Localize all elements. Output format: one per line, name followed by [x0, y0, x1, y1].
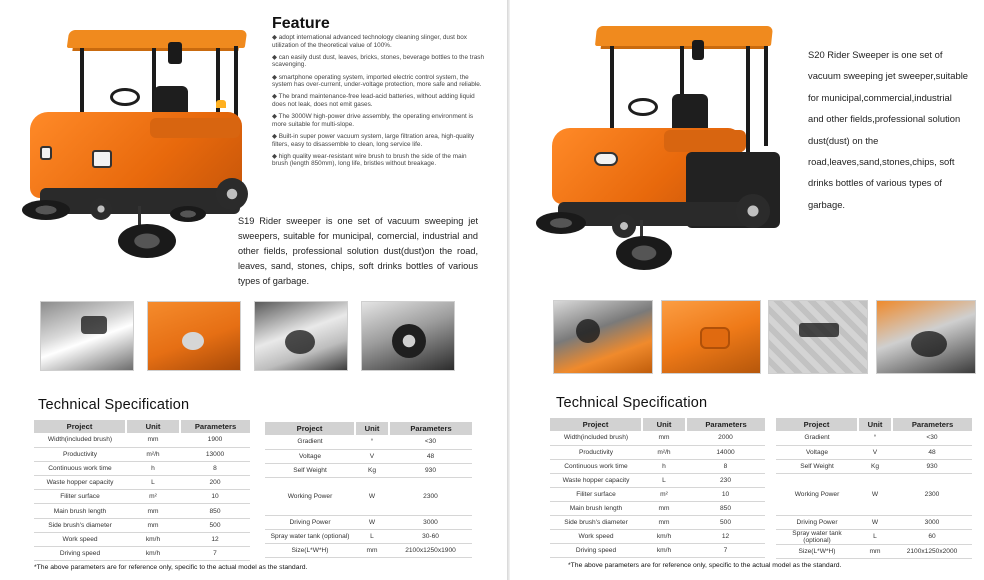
- cell-unit: h: [642, 459, 686, 473]
- cell-unit: °: [858, 431, 892, 445]
- spec-table-2: [265, 422, 472, 558]
- cell-unit: km/h: [642, 544, 686, 558]
- table-row: [776, 529, 972, 544]
- cell-unit: m²/h: [642, 445, 686, 459]
- feature-item: ◆ The 3000W high-power drive assembly, the operating environment is more suitable for multi-slope.: [272, 113, 474, 128]
- cell-parameter: 2300: [389, 477, 472, 515]
- cell-unit: mm: [126, 504, 180, 518]
- table-row: [34, 518, 250, 532]
- column-header: Unit: [642, 418, 686, 431]
- table-row: [265, 543, 472, 557]
- table-header-row: [776, 418, 972, 431]
- cell-parameter: 7: [686, 544, 765, 558]
- table-row: [776, 431, 972, 445]
- cell-project: Driving Power: [265, 515, 355, 529]
- cell-project: Waste hopper capacity: [34, 476, 126, 490]
- table-header-row: [550, 418, 765, 431]
- cell-project: Width(included brush): [550, 431, 642, 445]
- cell-project: Side brush's diameter: [550, 516, 642, 530]
- cell-parameter: 10: [180, 490, 250, 504]
- cell-unit: mm: [642, 431, 686, 445]
- cell-parameter: 8: [180, 461, 250, 475]
- cell-parameter: 500: [686, 516, 765, 530]
- column-header: Project: [265, 422, 355, 435]
- cell-unit: km/h: [126, 532, 180, 546]
- cell-unit: m²: [642, 487, 686, 501]
- table-row: [265, 435, 472, 449]
- s19-sweeper-image: [20, 28, 250, 263]
- detail-photo-hopper: [661, 300, 761, 374]
- cell-unit: W: [355, 477, 389, 515]
- table-row: [265, 515, 472, 529]
- cell-parameter: 2100x1250x1900: [389, 543, 472, 557]
- cell-parameter: 3000: [892, 515, 972, 529]
- spec-title: Technical Specification: [556, 395, 708, 411]
- cell-project: Driving speed: [34, 547, 126, 561]
- spec-title: Technical Specification: [38, 397, 190, 413]
- cell-parameter: 2100x1250x2000: [892, 544, 972, 558]
- cell-project: Waste hopper capacity: [550, 473, 642, 487]
- cell-unit: L: [126, 476, 180, 490]
- cell-parameter: 930: [389, 463, 472, 477]
- cell-project: Size(L*W*H): [776, 544, 858, 558]
- cell-project: Continuous work time: [550, 459, 642, 473]
- column-header: Project: [550, 418, 642, 431]
- cell-parameter: 48: [389, 449, 472, 463]
- feature-item: ◆ The brand maintenance-free lead-acid batteries, without adding liquid does not leak, does not emit gases.: [272, 93, 475, 108]
- detail-photo-brush-unit: [876, 300, 976, 374]
- cell-parameter: 1900: [180, 433, 250, 447]
- table-row: [550, 473, 765, 487]
- detail-photo-pedals: [768, 300, 868, 374]
- cell-unit: V: [858, 445, 892, 459]
- feature-item: ◆ high quality wear-resistant wire brush to brush the side of the main brush (length 850mm), long life, bristles without breakage.: [272, 152, 467, 168]
- column-header: Unit: [126, 420, 180, 433]
- cell-parameter: 13000: [180, 447, 250, 461]
- table-row: [550, 544, 765, 558]
- cell-parameter: 230: [686, 473, 765, 487]
- cell-unit: °: [355, 435, 389, 449]
- cell-unit: W: [858, 515, 892, 529]
- cell-project: Spray water tank (optional): [776, 529, 858, 544]
- table-row: [776, 544, 972, 558]
- cell-unit: m²: [126, 490, 180, 504]
- cell-parameter: 30-60: [389, 529, 472, 543]
- spec-table-2: [776, 418, 972, 559]
- table-row: [776, 473, 972, 515]
- cell-unit: mm: [126, 433, 180, 447]
- cell-project: Self Weight: [776, 459, 858, 473]
- column-header: Project: [776, 418, 858, 431]
- table-row: [34, 433, 250, 447]
- table-row: [550, 487, 765, 501]
- spec-table-1: [550, 418, 765, 558]
- cell-parameter: 7: [180, 547, 250, 561]
- table-row: [265, 463, 472, 477]
- table-row: [34, 447, 250, 461]
- cell-unit: km/h: [642, 530, 686, 544]
- cell-unit: km/h: [126, 547, 180, 561]
- cell-parameter: 12: [686, 530, 765, 544]
- table-row: [34, 490, 250, 504]
- cell-unit: V: [355, 449, 389, 463]
- table-row: [550, 431, 765, 445]
- table-row: [265, 449, 472, 463]
- cell-unit: mm: [642, 501, 686, 515]
- cell-parameter: <30: [389, 435, 472, 449]
- column-header: Parameters: [389, 422, 472, 435]
- cell-parameter: 10: [686, 487, 765, 501]
- cell-parameter: 2000: [686, 431, 765, 445]
- cell-project: Productivity: [550, 445, 642, 459]
- cell-project: Width(included brush): [34, 433, 126, 447]
- table-row: [550, 445, 765, 459]
- cell-parameter: 930: [892, 459, 972, 473]
- cell-parameter: 200: [180, 476, 250, 490]
- cell-parameter: 14000: [686, 445, 765, 459]
- column-header: Parameters: [892, 418, 972, 431]
- cell-unit: mm: [858, 544, 892, 558]
- detail-photo-key-switch: [147, 301, 241, 371]
- cell-parameter: 8: [686, 459, 765, 473]
- cell-project: Size(L*W*H): [265, 543, 355, 557]
- cell-parameter: <30: [892, 431, 972, 445]
- cell-project: Gradient: [265, 435, 355, 449]
- cell-unit: L: [858, 529, 892, 544]
- cell-parameter: 60: [892, 529, 972, 544]
- cell-parameter: 12: [180, 532, 250, 546]
- cell-unit: mm: [355, 543, 389, 557]
- cell-project: Filiter surface: [34, 490, 126, 504]
- column-header: Parameters: [686, 418, 765, 431]
- s20-sweeper-image: [536, 24, 786, 274]
- feature-item: ◆ Built-in super power vacuum system, large filtration area, high-quality filters, easy to disassemble to clean, long service life.: [272, 132, 475, 148]
- cell-parameter: 48: [892, 445, 972, 459]
- cell-project: Voltage: [776, 445, 858, 459]
- detail-photo-side-brush: [254, 301, 348, 371]
- feature-title: Feature: [272, 15, 330, 32]
- cell-project: Filiter surface: [550, 487, 642, 501]
- cell-unit: W: [355, 515, 389, 529]
- table-row: [34, 461, 250, 475]
- cell-unit: mm: [126, 518, 180, 532]
- cell-project: Working Power: [776, 473, 858, 515]
- table-row: [550, 530, 765, 544]
- column-header: Unit: [355, 422, 389, 435]
- detail-photo-dashboard: [40, 301, 134, 371]
- cell-unit: L: [642, 473, 686, 487]
- table-row: [550, 501, 765, 515]
- cell-unit: h: [126, 461, 180, 475]
- table-row: [265, 529, 472, 543]
- feature-item: ◆ can easily dust dust, leaves, bricks, stones, beverage bottles to the trash scavenging.: [272, 53, 485, 69]
- cell-parameter: 500: [180, 518, 250, 532]
- right-page: [510, 0, 984, 580]
- table-row: [776, 459, 972, 473]
- s20-description: S20 Rider Sweeper is one set of vacuum sweeping jet sweeper,suitable for municipal,commercial,industrial and other fields,professional solution dust(dust) on the road,leaves,sand,stones,chips, soft drinks bottles of various types of garbage.: [808, 49, 968, 210]
- cell-project: Continuous work time: [34, 461, 126, 475]
- cell-project: Driving speed: [550, 544, 642, 558]
- table-row: [776, 445, 972, 459]
- cell-unit: m²/h: [126, 447, 180, 461]
- table-header-row: [265, 422, 472, 435]
- table-row: [776, 515, 972, 529]
- cell-project: Gradient: [776, 431, 858, 445]
- column-header: Unit: [858, 418, 892, 431]
- feature-item: ◆ smartphone operating system, imported electric control system, the system has over-current, under-voltage protection, more safe and reliable.: [272, 73, 482, 89]
- cell-unit: Kg: [858, 459, 892, 473]
- cell-parameter: 2300: [892, 473, 972, 515]
- cell-project: Main brush length: [34, 504, 126, 518]
- table-row: [34, 547, 250, 561]
- table-row: [265, 477, 472, 515]
- cell-project: Work speed: [550, 530, 642, 544]
- cell-project: Voltage: [265, 449, 355, 463]
- cell-project: Spray water tank (optional): [265, 529, 355, 543]
- cell-unit: Kg: [355, 463, 389, 477]
- detail-photo-control-panel: [553, 300, 653, 374]
- cell-project: Main brush length: [550, 501, 642, 515]
- feature-item: ◆ adopt international advanced technology cleaning slinger, dust box utilization of the theoretical value of 100%.: [272, 34, 467, 49]
- spec-table-1: [34, 420, 250, 561]
- table-row: [550, 516, 765, 530]
- cell-project: Self Weight: [265, 463, 355, 477]
- cell-unit: mm: [642, 516, 686, 530]
- s19-description: S19 Rider sweeper is one set of vacuum sweeping jet sweepers, suitable for municipal, comercial, industrial and other fields, professional solution dust(dust)on the road, leaves, sand, stones, chips, soft drinks bottles of various types of garbage.: [238, 216, 478, 286]
- cell-project: Side brush's diameter: [34, 518, 126, 532]
- table-header-row: [34, 420, 250, 433]
- cell-project: Productivity: [34, 447, 126, 461]
- cell-parameter: 850: [180, 504, 250, 518]
- footnote: *The above parameters are for reference only, specific to the actual model as the standard.: [568, 562, 842, 569]
- cell-project: Driving Power: [776, 515, 858, 529]
- detail-photo-wheel: [361, 301, 455, 371]
- table-row: [34, 532, 250, 546]
- cell-unit: L: [355, 529, 389, 543]
- cell-parameter: 3000: [389, 515, 472, 529]
- cell-project: Work speed: [34, 532, 126, 546]
- cell-unit: W: [858, 473, 892, 515]
- table-row: [34, 476, 250, 490]
- cell-parameter: 850: [686, 501, 765, 515]
- feature-list: [272, 34, 484, 172]
- column-header: Parameters: [180, 420, 250, 433]
- table-row: [550, 459, 765, 473]
- footnote: *The above parameters are for reference only, specific to the actual model as the standard.: [34, 564, 308, 571]
- table-row: [34, 504, 250, 518]
- column-header: Project: [34, 420, 126, 433]
- cell-project: Working Power: [265, 477, 355, 515]
